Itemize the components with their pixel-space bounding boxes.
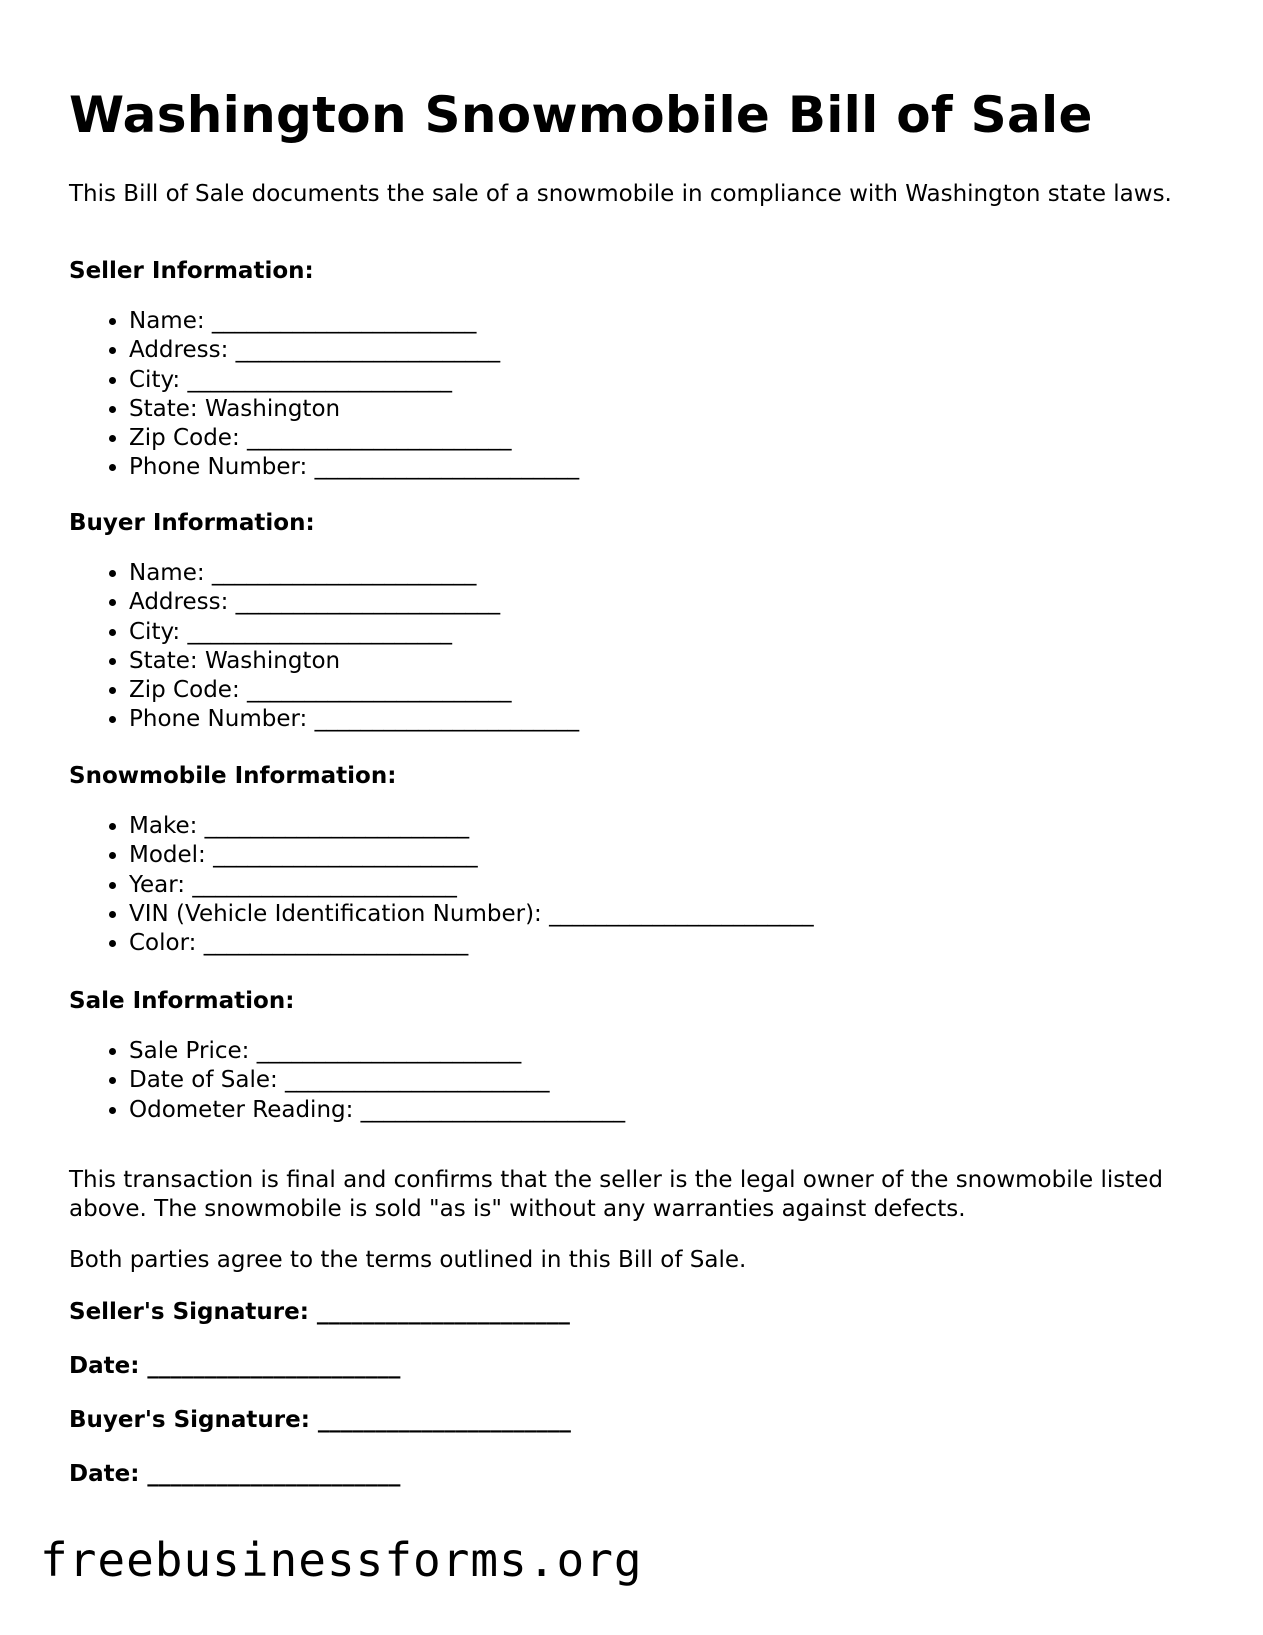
- buyer-state-field: • State: Washington: [129, 647, 579, 676]
- seller-phone-field: • Phone Number: _______________________: [129, 453, 579, 482]
- seller-name-field: • Name: _______________________: [129, 307, 579, 336]
- seller-state-field: • State: Washington: [129, 395, 579, 424]
- snowmobile-model-field: • Model: _______________________: [129, 841, 814, 870]
- intro-paragraph: This Bill of Sale documents the sale of a snowmobile in compliance with Washington state laws.: [69, 181, 1172, 207]
- snowmobile-make-field: • Make: _______________________: [129, 812, 814, 841]
- buyer-city-field: • City: _______________________: [129, 618, 579, 647]
- buyer-phone-field: • Phone Number: _______________________: [129, 705, 579, 734]
- sale-section-heading: Sale Information:: [69, 988, 295, 1014]
- sale-fields-list: [69, 1037, 625, 1125]
- document-title: Washington Snowmobile Bill of Sale: [69, 86, 1093, 144]
- buyer-signature-line: Buyer's Signature: ______________________: [69, 1407, 571, 1433]
- snowmobile-year-field: • Year: _______________________: [129, 871, 814, 900]
- sale-date-field: • Date of Sale: _______________________: [129, 1066, 625, 1095]
- snowmobile-color-field: • Color: _______________________: [129, 929, 814, 958]
- buyer-address-field: • Address: _______________________: [129, 588, 579, 617]
- seller-section-heading: Seller Information:: [69, 258, 314, 284]
- snowmobile-fields-list: [69, 812, 814, 958]
- buyer-fields-list: [69, 559, 579, 735]
- seller-address-field: • Address: _______________________: [129, 336, 579, 365]
- seller-fields-list: [69, 307, 579, 483]
- seller-zip-field: • Zip Code: _______________________: [129, 424, 579, 453]
- seller-signature-line: Seller's Signature: ______________________: [69, 1299, 570, 1325]
- watermark-text: freebusinessforms.org: [40, 1533, 643, 1587]
- buyer-name-field: • Name: _______________________: [129, 559, 579, 588]
- odometer-reading-field: • Odometer Reading: _______________________: [129, 1096, 625, 1125]
- final-statement-paragraph: This transaction is final and confirms that the seller is the legal owner of the snowmobile listed above. The snowmobile is sold "as is" without any warranties against defects.: [69, 1167, 1163, 1222]
- buyer-zip-field: • Zip Code: _______________________: [129, 676, 579, 705]
- agreement-paragraph: Both parties agree to the terms outlined in this Bill of Sale.: [69, 1247, 747, 1273]
- buyer-section-heading: Buyer Information:: [69, 510, 315, 536]
- sale-price-field: • Sale Price: _______________________: [129, 1037, 625, 1066]
- seller-city-field: • City: _______________________: [129, 366, 579, 395]
- buyer-date-line: Date: ______________________: [69, 1461, 401, 1487]
- snowmobile-vin-field: • VIN (Vehicle Identification Number): _______________________: [129, 900, 814, 929]
- snowmobile-section-heading: Snowmobile Information:: [69, 763, 397, 789]
- seller-date-line: Date: ______________________: [69, 1353, 401, 1379]
